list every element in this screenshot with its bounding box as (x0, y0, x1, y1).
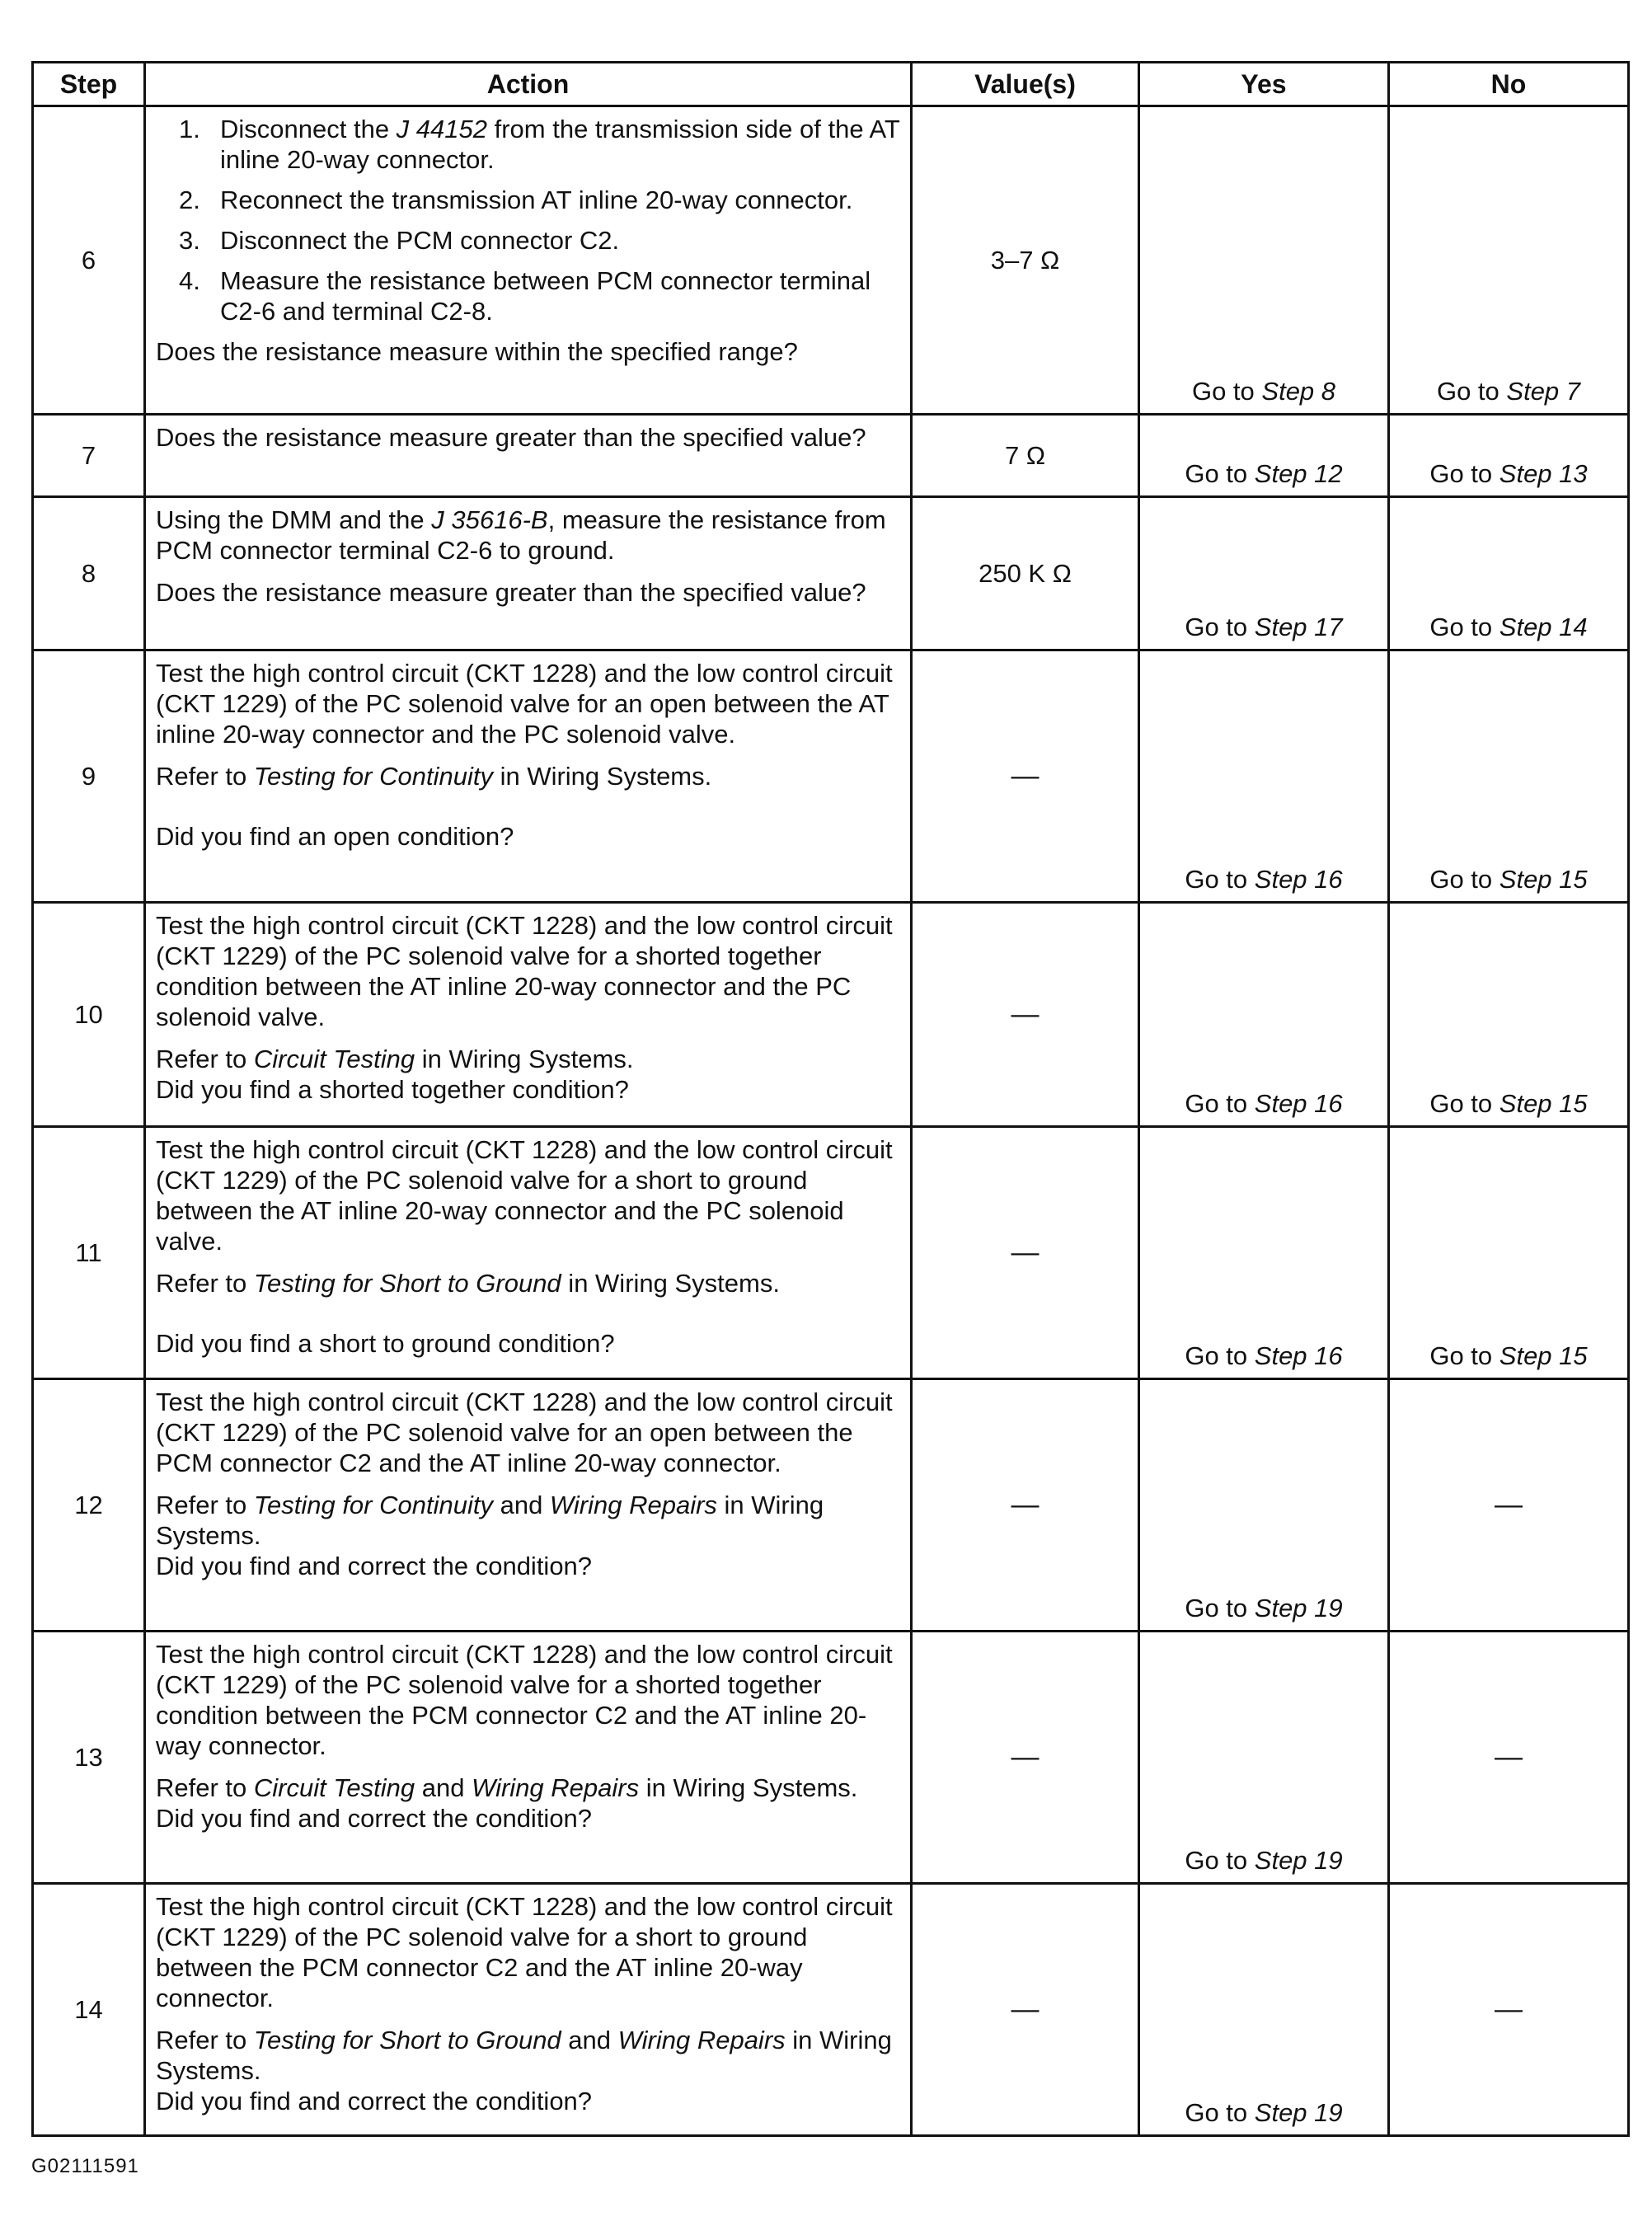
table-row (33, 903, 1629, 1127)
action-refer: Refer to Testing for Short to Ground and Wiring Repairs in Wiring Systems. (156, 2026, 892, 2085)
action-cell (145, 903, 912, 1127)
tool-reference: J 35616-B (431, 505, 548, 534)
yes-cell: Go to Step 8 (1139, 106, 1389, 415)
action-text: Test the high control circuit (CKT 1228) and the low control circuit (CKT 1229) of the PC solenoid valve for an open between the PCM connector C2 and the AT inline 20-way connector. (156, 1388, 893, 1477)
action-question: Does the resistance measure within the specified range? (156, 337, 798, 366)
header-step: Step (33, 63, 145, 106)
action-refer: Refer to Circuit Testing in Wiring Systems. (156, 1045, 634, 1073)
no-cell: Go to Step 15 (1389, 1127, 1629, 1379)
goto-step-link: Step 16 (1254, 1089, 1343, 1118)
goto-step-link: Step 12 (1254, 459, 1343, 488)
action-cell (145, 650, 912, 903)
tool-reference: J 44152 (396, 115, 487, 143)
action-cell (145, 1884, 912, 2136)
table-row (33, 1379, 1629, 1632)
figure-id: G02111591 (31, 2155, 139, 2177)
goto-step-link: Step 15 (1499, 1341, 1588, 1370)
action-cell (145, 1379, 912, 1632)
action-text: Using the DMM and the J 35616-B, measure the resistance from PCM connector terminal C2-6 to ground. (156, 505, 886, 565)
goto-step-link: Step 17 (1254, 613, 1343, 641)
action-question: Did you find and correct the condition? (156, 1552, 593, 1580)
step-number: 14 (33, 1884, 145, 2136)
action-refer: Refer to Testing for Continuity in Wiring Systems. (156, 762, 712, 791)
goto-step-link: Step 13 (1499, 459, 1588, 488)
goto-step-link: Step 19 (1254, 1846, 1343, 1875)
step-number: 8 (33, 497, 145, 650)
table-row (33, 650, 1629, 903)
value-cell: — (912, 1884, 1139, 2136)
action-question: Did you find a short to ground condition? (156, 1329, 615, 1358)
action-steps-list (156, 114, 902, 326)
goto-step-link: Step 15 (1499, 1089, 1588, 1118)
table-header-row (33, 63, 1629, 106)
table-row (33, 1127, 1629, 1379)
header-action: Action (145, 63, 912, 106)
no-cell: Go to Step 7 (1389, 106, 1629, 415)
step-number: 7 (33, 415, 145, 497)
value-cell: — (912, 650, 1139, 903)
action-question: Did you find and correct the condition? (156, 2087, 593, 2115)
goto-step-link: Step 16 (1254, 865, 1343, 894)
no-cell: Go to Step 14 (1389, 497, 1629, 650)
step-number: 12 (33, 1379, 145, 1632)
yes-cell: Go to Step 19 (1139, 1379, 1389, 1632)
goto-step-link: Step 15 (1499, 865, 1588, 894)
yes-cell: Go to Step 16 (1139, 1127, 1389, 1379)
value-cell: — (912, 1379, 1139, 1632)
action-question: Did you find a shorted together condition? (156, 1075, 629, 1104)
no-cell: Go to Step 15 (1389, 903, 1629, 1127)
no-cell: — (1389, 1632, 1629, 1884)
table-row (33, 106, 1629, 415)
action-text: Test the high control circuit (CKT 1228) and the low control circuit (CKT 1229) of the PC solenoid valve for an open between the AT inline 20-way connector and the PC solenoid valve. (156, 659, 893, 749)
table-row (33, 497, 1629, 650)
action-question: Does the resistance measure greater than the specified value? (156, 423, 866, 452)
value-cell: — (912, 903, 1139, 1127)
action-refer: Refer to Testing for Short to Ground in Wiring Systems. (156, 1269, 780, 1298)
goto-step-link: Step 16 (1254, 1341, 1343, 1370)
diagnostic-table (31, 61, 1630, 2137)
action-cell (145, 106, 912, 415)
action-question: Does the resistance measure greater than the specified value? (156, 578, 866, 607)
header-values: Value(s) (912, 63, 1139, 106)
step-number: 9 (33, 650, 145, 903)
yes-cell: Go to Step 19 (1139, 1884, 1389, 2136)
value-cell: 3–7 Ω (912, 106, 1139, 415)
value-cell: 250 K Ω (912, 497, 1139, 650)
value-cell: 7 Ω (912, 415, 1139, 497)
table-row (33, 415, 1629, 497)
no-cell: — (1389, 1884, 1629, 2136)
no-cell: Go to Step 13 (1389, 415, 1629, 497)
value-cell: — (912, 1632, 1139, 1884)
header-no: No (1389, 63, 1629, 106)
value-cell: — (912, 1127, 1139, 1379)
action-text: Test the high control circuit (CKT 1228) and the low control circuit (CKT 1229) of the PC solenoid valve for a shorted together condition between the PCM connector C2 and the AT inline 20-way connector. (156, 1640, 893, 1760)
yes-cell: Go to Step 19 (1139, 1632, 1389, 1884)
no-cell: — (1389, 1379, 1629, 1632)
action-cell (145, 497, 912, 650)
header-yes: Yes (1139, 63, 1389, 106)
action-text: Test the high control circuit (CKT 1228) and the low control circuit (CKT 1229) of the PC solenoid valve for a shorted together condition between the AT inline 20-way connector and the PC solenoid valve. (156, 911, 893, 1031)
action-text: Test the high control circuit (CKT 1228) and the low control circuit (CKT 1229) of the PC solenoid valve for a short to ground between the PCM connector C2 and the AT inline 20-way connector. (156, 1892, 893, 2012)
step-number: 10 (33, 903, 145, 1127)
action-cell (145, 415, 912, 497)
action-question: Did you find an open condition? (156, 822, 514, 851)
yes-cell: Go to Step 17 (1139, 497, 1389, 650)
yes-cell: Go to Step 16 (1139, 650, 1389, 903)
goto-step-link: Step 8 (1261, 377, 1336, 406)
table-row (33, 1632, 1629, 1884)
yes-cell: Go to Step 16 (1139, 903, 1389, 1127)
table-row (33, 1884, 1629, 2136)
action-refer: Refer to Circuit Testing and Wiring Repairs in Wiring Systems. (156, 1773, 858, 1802)
action-step: 2. Reconnect the transmission AT inline 20-way connector. (179, 185, 853, 214)
goto-step-link: Step 19 (1254, 2098, 1343, 2127)
action-refer: Refer to Testing for Continuity and Wiring Repairs in Wiring Systems. (156, 1491, 824, 1550)
goto-step-link: Step 19 (1254, 1594, 1343, 1622)
action-text: Test the high control circuit (CKT 1228) and the low control circuit (CKT 1229) of the PC solenoid valve for a short to ground between the AT inline 20-way connector and the PC solenoid valve. (156, 1135, 893, 1256)
goto-step-link: Step 14 (1499, 613, 1588, 641)
action-cell (145, 1632, 912, 1884)
step-number: 11 (33, 1127, 145, 1379)
no-cell: Go to Step 15 (1389, 650, 1629, 903)
action-question: Did you find and correct the condition? (156, 1804, 593, 1833)
step-number: 6 (33, 106, 145, 415)
action-step: 1. Disconnect the J 44152 from the transmission side of the AT inline 20-way connector. (179, 115, 900, 174)
yes-cell: Go to Step 12 (1139, 415, 1389, 497)
goto-step-link: Step 7 (1506, 377, 1581, 406)
action-step: 4. Measure the resistance between PCM connector terminal C2-6 and terminal C2-8. (179, 266, 871, 326)
action-step: 3. Disconnect the PCM connector C2. (179, 226, 620, 255)
step-number: 13 (33, 1632, 145, 1884)
action-cell (145, 1127, 912, 1379)
